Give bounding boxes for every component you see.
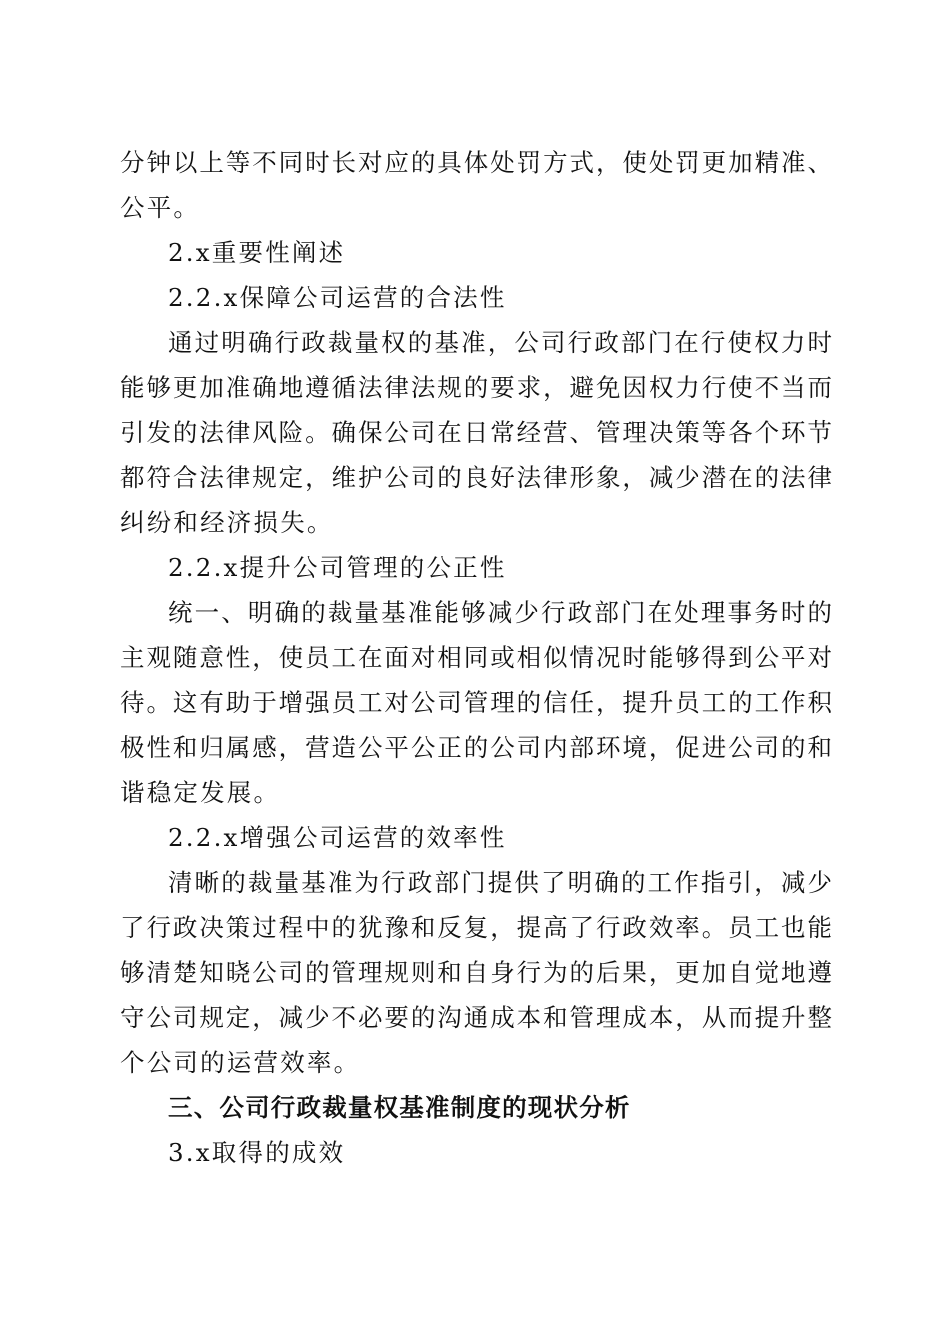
chapter-heading: 三、公司行政裁量权基准制度的现状分析 bbox=[168, 1093, 631, 1122]
paragraph-line: 主观随意性，使员工在面对相同或相似情况时能够得到公平对 bbox=[120, 643, 832, 672]
paragraph-line: 公平。 bbox=[120, 193, 201, 222]
section-heading: 2.x重要性阐述 bbox=[168, 238, 346, 267]
paragraph-line: 了行政决策过程中的犹豫和反复，提高了行政效率。员工也能 bbox=[120, 913, 832, 942]
paragraph-line: 纠纷和经济损失。 bbox=[120, 508, 334, 537]
paragraph-line: 统一、明确的裁量基准能够减少行政部门在处理事务时的 bbox=[168, 598, 832, 627]
paragraph-line: 通过明确行政裁量权的基准，公司行政部门在行使权力时 bbox=[168, 328, 832, 357]
paragraph-line: 极性和归属感，营造公平公正的公司内部环境，促进公司的和 bbox=[120, 733, 832, 762]
section-heading: 3.x取得的成效 bbox=[168, 1138, 346, 1167]
paragraph-line: 个公司的运营效率。 bbox=[120, 1048, 361, 1077]
paragraph-line: 能够更加准确地遵循法律法规的要求，避免因权力行使不当而 bbox=[120, 373, 832, 402]
paragraph-line: 都符合法律规定，维护公司的良好法律形象，减少潜在的法律 bbox=[120, 463, 832, 492]
paragraph-line: 待。这有助于增强员工对公司管理的信任，提升员工的工作积 bbox=[120, 688, 832, 717]
subsection-heading: 2.2.x增强公司运营的效率性 bbox=[168, 823, 507, 852]
paragraph-line: 引发的法律风险。确保公司在日常经营、管理决策等各个环节 bbox=[120, 418, 832, 447]
paragraph-line: 守公司规定，减少不必要的沟通成本和管理成本，从而提升整 bbox=[120, 1003, 832, 1032]
paragraph-line: 谐稳定发展。 bbox=[120, 778, 281, 807]
subsection-heading: 2.2.x提升公司管理的公正性 bbox=[168, 553, 507, 582]
subsection-heading: 2.2.x保障公司运营的合法性 bbox=[168, 283, 507, 312]
paragraph-line: 清晰的裁量基准为行政部门提供了明确的工作指引，减少 bbox=[168, 868, 832, 897]
paragraph-line: 分钟以上等不同时长对应的具体处罚方式，使处罚更加精准、 bbox=[120, 148, 832, 177]
paragraph-line: 够清楚知晓公司的管理规则和自身行为的后果，更加自觉地遵 bbox=[120, 958, 832, 987]
